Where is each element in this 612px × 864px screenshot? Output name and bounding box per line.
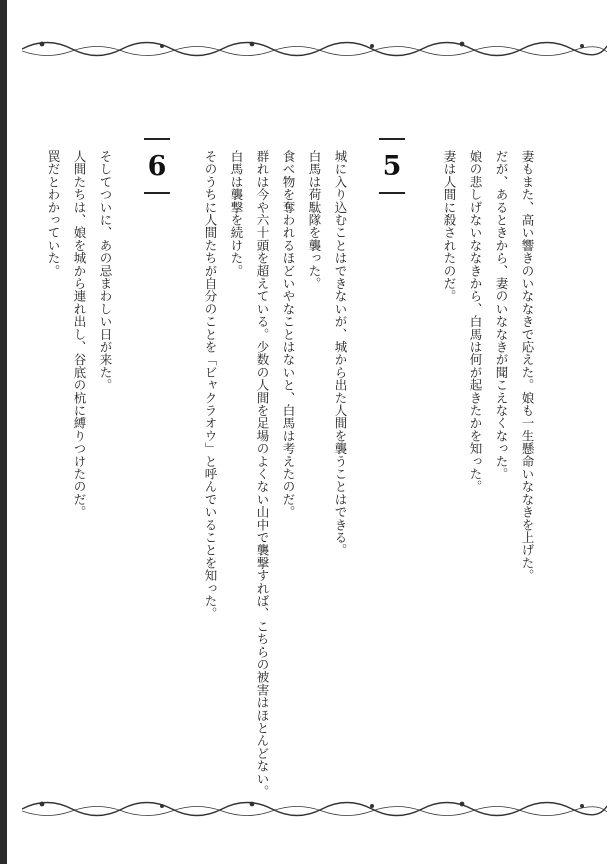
text-line: 妻もまた、高い響きのいななきで応えた。娘も一生懸命いななきを上げた。 <box>520 150 535 582</box>
text-line: 食べ物を奪われるほどいやなことはないと、白馬は考えたのだ。 <box>281 150 296 519</box>
text-line: 罠だとわかっていた。 <box>46 150 61 277</box>
chapter-number-5: 5 <box>379 138 405 194</box>
chapter-number-6: 6 <box>144 138 170 194</box>
top-ornament-border <box>22 36 607 62</box>
section-continuation <box>436 150 540 582</box>
text-line: 白馬は襲撃を続けた。 <box>229 150 244 277</box>
chapter-6-body <box>40 150 118 518</box>
text-line: そしてついに、あの忌まわしい日が来た。 <box>98 150 113 392</box>
bottom-ornament-border <box>22 796 607 822</box>
chapter-5-body <box>197 150 353 798</box>
text-line: 娘の悲しげないななきから、白馬は何が起きたかを知った。 <box>468 150 483 493</box>
page-binding-edge <box>0 0 7 864</box>
text-line: だが、あるときから、妻のいななきが聞こえなくなった。 <box>494 150 509 481</box>
text-line: 城に入り込むことはできないが、城から出た人間を襲うことはできる。 <box>333 150 348 557</box>
text-line: 群れは今や六十頭を超えている。少数の人間を足場のよくない山中で襲撃すれば、こちらの被害はほとんどない。 <box>255 150 270 798</box>
text-line: 白馬は荷駄隊を襲った。 <box>307 150 322 290</box>
text-line: 人間たちは、娘を城から連れ出し、谷底の杭に縛りつけたのだ。 <box>72 150 87 519</box>
text-line: 妻は人間に殺されたのだ。 <box>442 150 457 303</box>
text-line: そのうちに人間たちが自分のことを「ビャクラオウ」と呼んでいることを知った。 <box>203 150 218 620</box>
